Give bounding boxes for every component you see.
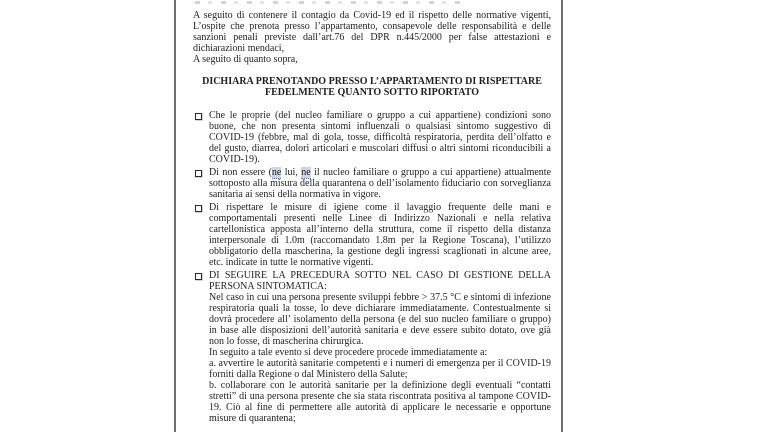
checkbox-bullet-icon	[195, 273, 202, 280]
spellcheck-word: ne	[271, 167, 282, 178]
declaration-list	[193, 110, 551, 424]
list-item-text-pre: Di non essere (	[209, 167, 272, 178]
intro-paragraph	[193, 10, 551, 65]
cut-off-text-line	[195, 1, 464, 4]
list-item-health-conditions	[193, 110, 551, 165]
checkbox-bullet-icon	[195, 205, 202, 212]
list-item-symptomatic-procedure	[193, 270, 551, 424]
spellcheck-word: ne	[301, 167, 311, 178]
list-item-text: Che le proprie (del nucleo familiare o gruppo a cui appartiene) condizioni sono buone, che non presenta sintomi influenzali o qualsiasi sintomo suggestivo di COVID-19 (febbre, mal di gola, tosse, difficoltà respiratoria, perdita dell’olfatto e del gusto, diarrea, dolori articolari e muscolari diffusi o altri sintomi riconducibili a COVID-19).	[209, 110, 551, 165]
procedure-paragraph-2: In seguito a tale evento si deve procedere procede immediatamente a:	[209, 347, 488, 358]
intro-closing-line: A seguito di quanto sopra,	[193, 54, 298, 65]
list-item-hygiene-measures	[193, 202, 551, 268]
checkbox-bullet-icon	[195, 113, 202, 120]
document-text-column	[193, 0, 551, 426]
page-left-border	[174, 0, 176, 432]
procedure-step-b: b. collaborare con le autorità sanitarie per la definizione degli eventuali “contatti stretti” di una persona presente che sia stata riscontrata positiva al tampone COVID-19. Ciò al fine di permettere alle autorità di applicare le necessarie e opportune misure di quarantena;	[209, 380, 551, 424]
list-item-text: Di rispettare le misure di igiene come il lavaggio frequente delle mani e comportamentali presenti nelle Linee di Indirizzo Nazionali e nella relativa cartellonistica apposta all’interno della struttura, come il rispetto della distanza interpersonale di 1.0m (raccomandato 1.8m per la Regione Toscana), l’utilizzo obbligatorio della mascherina, la gestione degli ingressi scaglionati in alcune aree, etc. indicate in tutte le normative vigenti.	[209, 202, 551, 268]
checkbox-bullet-icon	[195, 170, 202, 177]
list-item-quarantine	[193, 167, 551, 200]
procedure-title: DI SEGUIRE LA PRECEDURA SOTTO NEL CASO DI GESTIONE DELLA PERSONA SINTOMATICA:	[209, 270, 551, 292]
page-right-border	[561, 0, 563, 432]
list-item-text-mid: lui,	[281, 167, 302, 178]
procedure-paragraph-1: Nel caso in cui una persona presente sviluppi febbre > 37.5 °C e sintomi di infezione respiratoria quali la tosse, lo deve dichiarare immediatamente. Contestualmente si dovrà procedere all’ isolamento della persona (e del suo nucleo familiare o gruppo) in base alle disposizioni dell’autorità sanitaria e deve essere subito dotato, ove già non lo fosse, di mascherina chirurgica.	[209, 292, 551, 347]
intro-text: A seguito di contenere il contagio da Covid-19 ed il rispetto delle normative vigenti, L’ospite che prenota presso l’appartamento, consapevole delle responsabilità e delle sanzioni penali previste dall’art.76 del DPR n.445/2000 per false attestazioni e dichiarazioni mendaci,	[193, 10, 551, 54]
procedure-step-a: a. avvertire le autorità sanitarie competenti e i numeri di emergenza per il COVID-19 forniti dalla Regione o dal Ministero della Salute;	[209, 358, 551, 380]
list-item-text-post: il nucleo familiare o gruppo a cui appartiene) attualmente sottoposto alla misura della quarantena o dell’isolamento fiduciario con sorveglianza sanitaria ai sensi della normativa in vigore.	[209, 167, 552, 200]
declaration-heading: DICHIARA PRENOTANDO PRESSO L’APPARTAMENTO DI RISPETTARE FEDELMENTE QUANTO SOTTO RIPORTATO	[202, 76, 542, 98]
